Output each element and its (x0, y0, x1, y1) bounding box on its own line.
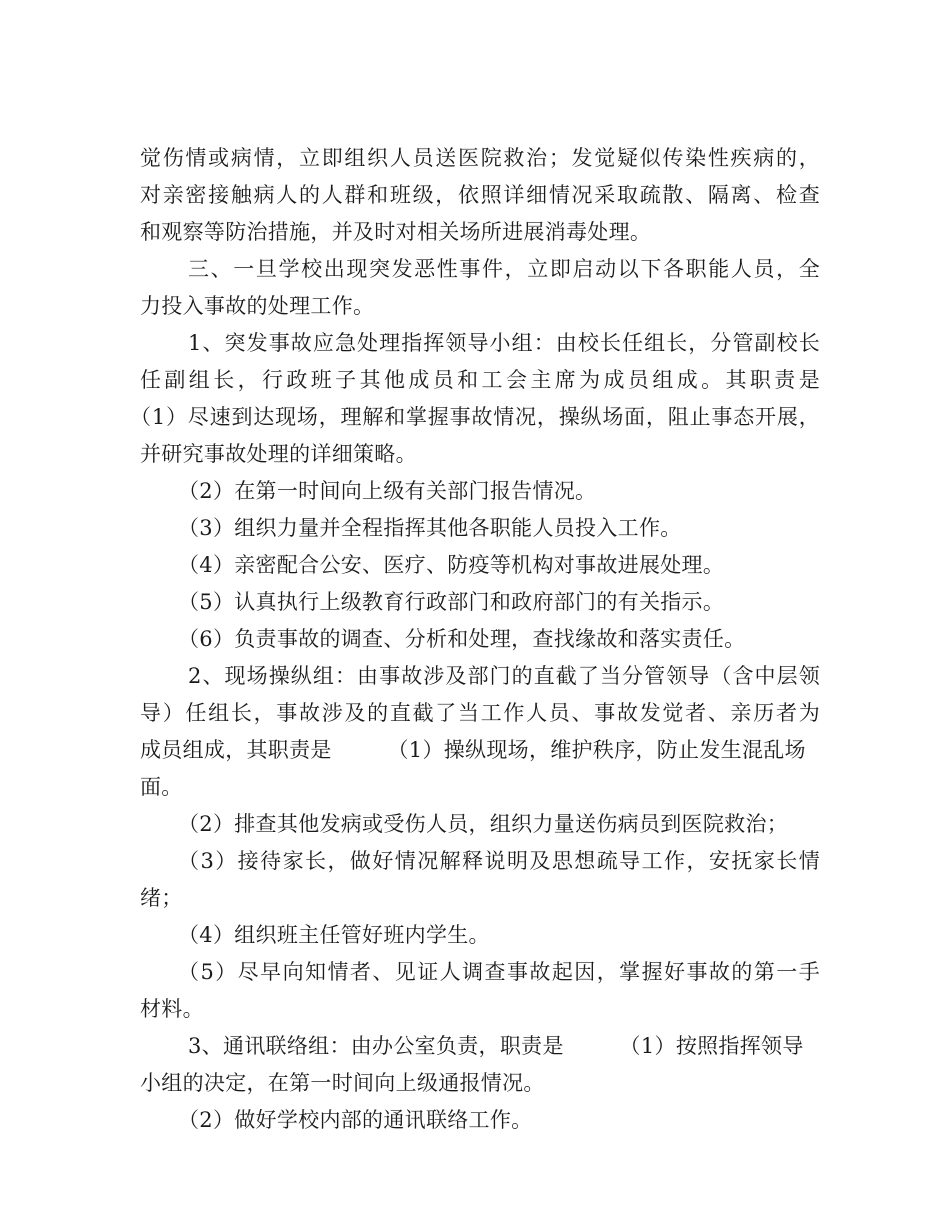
text-line: 力投入事故的处理工作。 (140, 294, 375, 318)
text-line: 觉伤情或病情，立即组织人员送医院救治；发觉疑似传染性疾病的， (140, 146, 820, 170)
text-line: 材料。 (140, 997, 204, 1021)
text-line: 成员组成，其职责是 （1）操纵现场，维护秩序，防止发生混乱场 (140, 738, 806, 762)
text-line: （4）组织班主任管好班内学生。 (178, 923, 490, 947)
text-line: 三、一旦学校出现突发恶性事件，立即启动以下各职能人员，全 (188, 257, 820, 281)
text-line: （1）尽速到达现场，理解和掌握事故情况，操纵场面，阻止事态开展， (130, 405, 820, 429)
text-line: （6）负责事故的调查、分析和处理，查找缘故和落实责任。 (178, 627, 746, 651)
text-line: 小组的决定，在第一时间向上级通报情况。 (140, 1071, 545, 1095)
text-line: （2）做好学校内部的通讯联络工作。 (178, 1108, 533, 1132)
text-line: 1、突发事故应急处理指挥领导小组：由校长任组长，分管副校长 (188, 331, 820, 355)
text-line: 绪； (140, 886, 183, 910)
text-line: 面。 (140, 775, 183, 799)
text-line: 和观察等防治措施，并及时对相关场所进展消毒处理。 (140, 220, 652, 244)
text-line: 3、通讯联络组：由办公室负责，职责是 （1）按照指挥领导 (188, 1034, 804, 1058)
text-line: （3）接待家长，做好情况解释说明及思想疏导工作，安抚家长情 (178, 849, 820, 873)
text-line: （4）亲密配合公安、医疗、防疫等机构对事故进展处理。 (178, 553, 725, 577)
text-line: 导）任组长，事故涉及的直截了当工作人员、事故发觉者、亲历者为 (140, 701, 820, 725)
text-line: 并研究事故处理的详细策略。 (140, 442, 417, 466)
text-line: （5）认真执行上级教育行政部门和政府部门的有关指示。 (178, 590, 725, 614)
text-line: （2）排查其他发病或受伤人员，组织力量送伤病员到医院救治； (178, 812, 789, 836)
text-line: 2、现场操纵组：由事故涉及部门的直截了当分管领导（含中层领 (188, 664, 820, 688)
text-line: 对亲密接触病人的人群和班级，依照详细情况采取疏散、隔离、检查 (140, 183, 820, 207)
text-line: （5）尽早向知情者、见证人调查事故起因，掌握好事故的第一手 (178, 960, 820, 984)
text-line: （3）组织力量并全程指挥其他各职能人员投入工作。 (178, 516, 682, 540)
text-line: 任副组长，行政班子其他成员和工会主席为成员组成。其职责是 (140, 368, 820, 392)
text-line: （2）在第一时间向上级有关部门报告情况。 (178, 479, 597, 503)
